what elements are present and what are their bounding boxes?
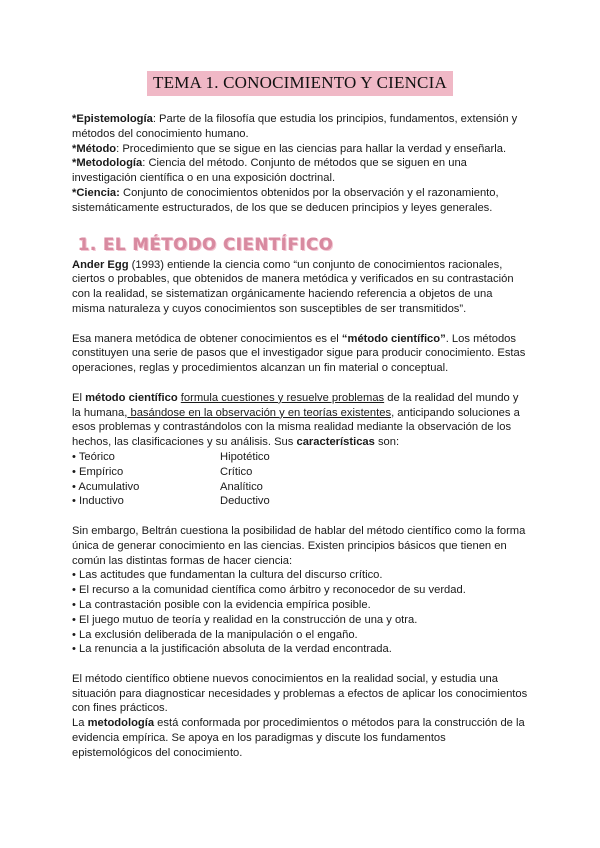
paragraph-ander-egg [72, 258, 528, 317]
list-item: • La contrastación posible con la evidencia empírica posible. [72, 598, 371, 611]
definition-text: : Parte de la filosofía que estudia los principios, fundamentos, extensión y métodos del conocimiento humano. [72, 113, 518, 140]
definition-text: : Ciencia del método. Conjunto de métodos que se siguen en una investigación científica o en una exposición doctrinal. [72, 157, 467, 185]
definition-ciencia [72, 186, 528, 216]
definition-epistemologia [72, 112, 528, 142]
paragraph-realidad-social: El método científico obtiene nuevos conocimientos en la realidad social, y estudia una situación para diagnosticar necesidades y problemas a efectos de aplicar los conocimientos con fines prácticos. [72, 672, 528, 715]
bold-term: “método científico” [341, 332, 446, 345]
definition-term: *Ciencia: [72, 186, 120, 199]
characteristic-item: Hipotético [220, 450, 270, 463]
characteristic-item: • Acumulativo [72, 480, 140, 493]
page-title: TEMA 1. CONOCIMIENTO Y CIENCIA [147, 71, 453, 96]
paragraph-text: son: [374, 436, 400, 449]
principles-list [72, 568, 528, 657]
list-item: • Las actitudes que fundamentan la cultura del discurso crítico. [72, 569, 383, 582]
spacer [72, 509, 528, 524]
spacer [72, 317, 528, 332]
definition-term: *Epistemología [72, 113, 153, 125]
definition-term: *Metodología [72, 157, 143, 170]
characteristic-item: • Empírico [72, 465, 124, 478]
characteristics-grid [72, 450, 528, 509]
definition-metodologia [72, 156, 528, 186]
paragraph-metodologia [72, 716, 528, 760]
bold-term: metodología [87, 717, 155, 730]
spacer [72, 657, 528, 672]
paragraph-metodo-cientifico [72, 391, 528, 450]
title-wrap [72, 0, 528, 101]
list-item: • La renuncia a la justificación absoluta de la verdad encontrada. [72, 643, 392, 656]
characteristic-item: Crítico [220, 465, 253, 478]
underlined-text: formula cuestiones y resuelve problemas [180, 391, 385, 404]
definition-text: Conjunto de conocimientos obtenidos por la observación y el razonamiento, sistemáticamente estructurados, de los que se deducen principios y leyes generales. [72, 186, 499, 214]
characteristic-item: • Inductivo [72, 495, 124, 508]
characteristic-item: Analítico [220, 480, 263, 493]
bold-term: método científico [85, 391, 178, 404]
paragraph-text: está conformada por procedimientos o métodos para la construcción de la evidencia empírica. Se apoya en los paradigmas y discute los fundamentos epistemológicos del conocimiento. [72, 717, 525, 759]
definition-term: *Método [72, 142, 117, 155]
definitions-block [72, 112, 528, 216]
paragraph-text: . Los métodos constituyen una serie de pasos que el investigador sigue para producir conocimiento. Estas operaciones, reglas y procedimientos alcanzan un fin material o conceptual. [72, 332, 526, 375]
author-name: Ander Egg [72, 258, 129, 271]
bold-term: características [296, 436, 375, 449]
list-item: • La exclusión deliberada de la manipulación o el engaño. [72, 628, 358, 641]
paragraph-beltran: Sin embargo, Beltrán cuestiona la posibilidad de hablar del método científico como la forma única de generar conocimiento en las ciencias. Existen principios básicos que tienen en común las distintas formas de hacer ciencia: [72, 524, 526, 567]
paragraph-text: de la realidad del mundo y la humana, [72, 391, 519, 419]
paragraph-metodo-definition [72, 332, 528, 376]
definition-metodo [72, 142, 528, 157]
underlined-text: basándose en la observación y en teorías existentes [127, 406, 392, 419]
paragraph-text: La [72, 717, 88, 730]
paragraph-text: (1993) entiende la ciencia como “un conjunto de conocimientos racionales, ciertos o probables, que obtenidos de manera metódica y verificados en su contrastación con la realidad, se sistematizan orgánicamente haciendo referencia a objetos de una misma naturaleza y cuyos conocimientos son susceptibles de ser transmitidos”. [72, 258, 514, 315]
characteristic-item: • Teórico [72, 450, 115, 463]
definition-text: : Procedimiento que se sigue en las ciencias para hallar la verdad y enseñarla. [116, 142, 507, 155]
paragraph-text: El [72, 391, 86, 404]
list-item: • El juego mutuo de teoría y realidad en la construcción de una y otra. [72, 613, 418, 626]
paragraph-text: Esa manera metódica de obtener conocimientos es el [72, 332, 342, 345]
paragraph-text: , anticipando soluciones a esos problemas y contrastándolos con la misma realidad mediante la observación de los hechos, las clasificaciones y su análisis. Sus [72, 406, 520, 449]
characteristic-item: Deductivo [220, 495, 270, 508]
spacer [72, 376, 528, 391]
list-item: • El recurso a la comunidad científica como árbitro y reconocedor de su verdad. [72, 584, 466, 597]
section-heading: 1. EL MÉTODO CIENTÍFICO [78, 234, 334, 254]
